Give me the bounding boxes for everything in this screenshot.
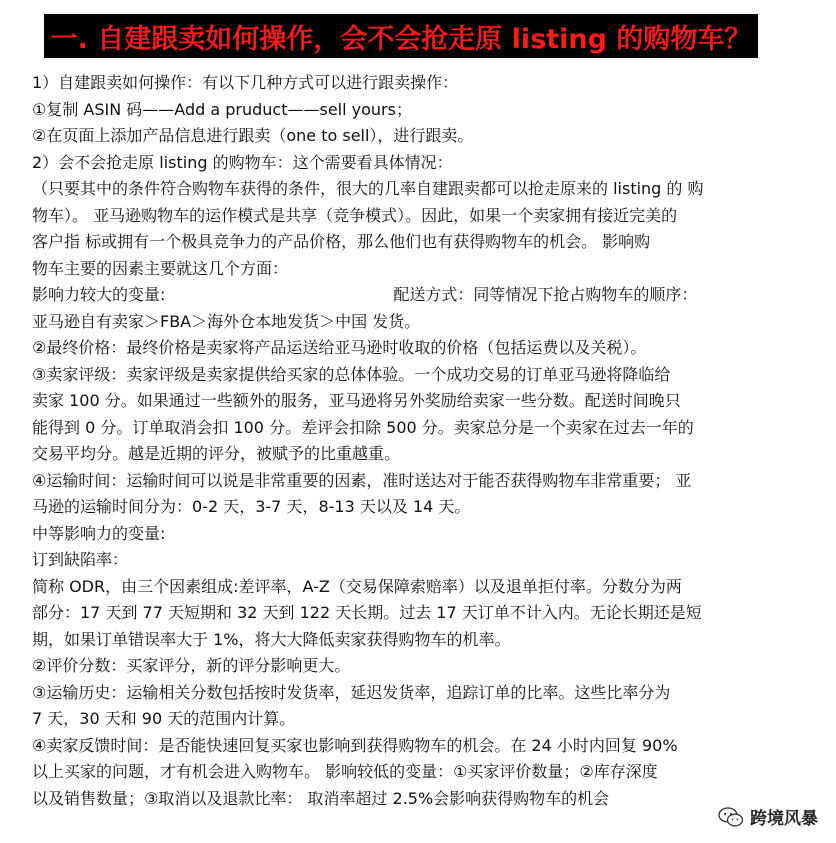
text-line: ③运输历史：运输相关分数包括按时发货率，延迟发货率，追踪订单的比率。这些比率分为 (32, 682, 671, 702)
text-line: 以上买家的问题，才有机会进入购物车。 影响较低的变量：①买家评价数量；②库存深度 (32, 762, 658, 781)
text-line: ②评价分数：买家评分，新的评分影响更大。 (32, 656, 351, 675)
text-line: 物车主要的因素主要就这几个方面： (32, 258, 289, 278)
text-line-left: 影响力较大的变量: (32, 285, 166, 304)
text-line: ①复制 ASIN 码——Add a pruduct——sell yours； (32, 99, 412, 119)
text-line: 1）自建跟卖如何操作：有以下几种方式可以进行跟卖操作： (32, 73, 459, 92)
text-line-split (32, 282, 792, 309)
text-line: 卖家 100 分。如果通过一些额外的服务，亚马逊将另外奖励给卖家一些分数。配送时间晚只 (32, 391, 681, 410)
wechat-icon (718, 807, 744, 827)
text-line-right: 配送方式：同等情况下抢占购物车的顺序： (393, 285, 698, 304)
text-line: 客户指 标或拥有一个极具竞争力的产品价格，那么他们也有获得购物车的机会。 影响购 (32, 232, 651, 251)
watermark (718, 804, 818, 829)
text-line: 期，如果订单错误率大于 1%，将大大降低卖家获得购物车的机率。 (32, 629, 511, 649)
text-line: 亚马逊自有卖家＞FBA＞海外仓本地发货＞中国 发货。 (32, 311, 421, 331)
text-line: 交易平均分。越是近期的评分，被赋予的比重越重。 (32, 444, 401, 463)
text-line: 部分：17 天到 77 天短期和 32 天到 122 天长期。过去 17 天订单不计入内。无论长期还是短 (32, 603, 702, 622)
text-line: ②在页面上添加产品信息进行跟卖（one to sell），进行跟卖。 (32, 126, 474, 145)
text-line: 能得到 0 分。订单取消会扣 100 分。差评会扣除 500 分。卖家总分是一个卖家在过去一年的 (32, 417, 694, 437)
text-line: 中等影响力的变量: (32, 523, 166, 543)
page-title: 一. 自建跟卖如何操作，会不会抢走原 listing 的购物车？ (50, 23, 752, 55)
text-line: 简称 ODR，由三个因素组成:差评率，A-Z（交易保障索赔率）以及退单拒付率。分数分为两 (32, 576, 682, 596)
text-line: 订到缺陷率： (32, 550, 129, 569)
text-line: ②最终价格：最终价格是卖家将产品运送给亚马逊时收取的价格（包括运费以及关税）。 (32, 338, 647, 357)
title-banner (44, 14, 758, 58)
article-body (32, 70, 792, 812)
text-line: （只要其中的条件符合购物车获得的条件，很大的几率自建跟卖都可以抢走原来的 listing 的 购 (32, 179, 704, 198)
text-line: ④运输时间：运输时间可以说是非常重要的因素，准时送达对于能否获得购物车非常重要； 亚 (32, 470, 692, 490)
watermark-text: 跨境风暴 (750, 809, 818, 829)
text-line: 物车）。 亚马逊购物车的运作模式是共享（竞争模式）。因此，如果一个卖家拥有接近完美的 (32, 205, 678, 225)
text-line: 7 天，30 天和 90 天的范围内计算。 (32, 709, 296, 728)
text-line: 2）会不会抢走原 listing 的购物车：这个需要看具体情况： (32, 152, 453, 172)
text-line: 以及销售数量；③取消以及退款比率： 取消率超过 2.5%会影响获得购物车的机会 (32, 788, 610, 808)
text-line: ④卖家反馈时间：是否能快速回复买家也影响到获得购物车的机会。在 24 小时内回复 90% (32, 735, 678, 755)
text-line: ③卖家评级：卖家评级是卖家提供给买家的总体体验。一个成功交易的订单亚马逊将降临给 (32, 364, 671, 384)
text-line: 马逊的运输时间分为：0-2 天，3-7 天，8-13 天以及 14 天。 (32, 497, 471, 516)
